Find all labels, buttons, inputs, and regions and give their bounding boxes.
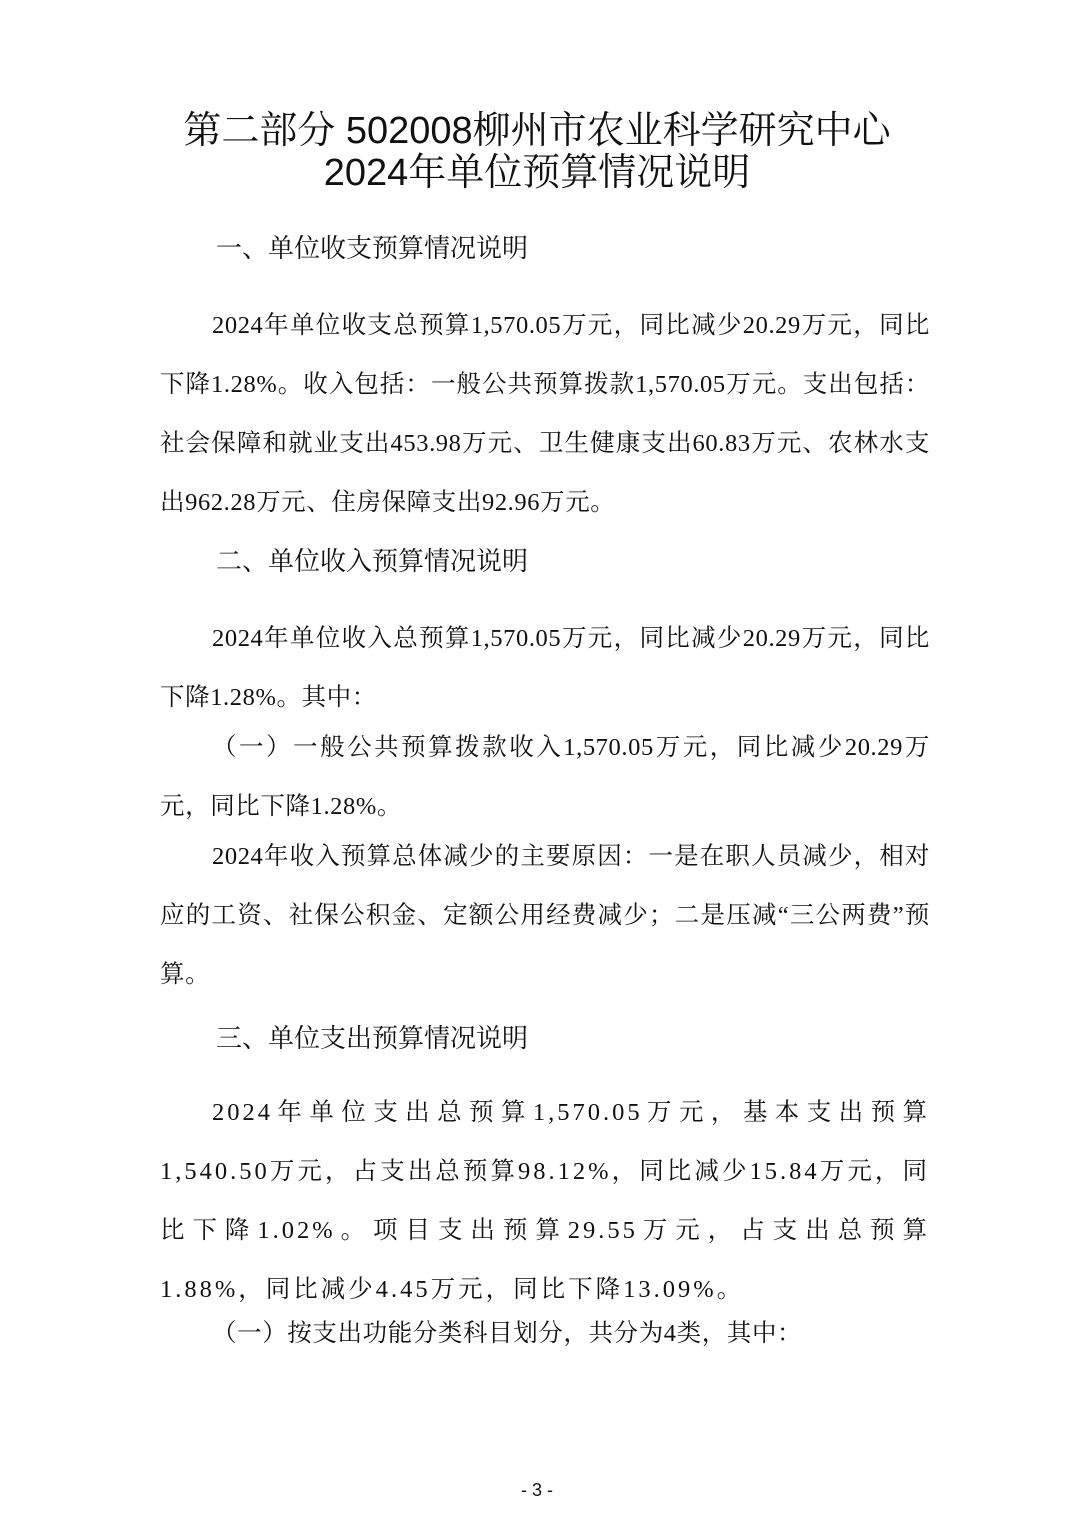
section-heading-1: 一、单位收支预算情况说明: [216, 233, 529, 263]
document-title-line-2: 2024年单位预算情况说明: [323, 152, 751, 194]
section-2-paragraph-1: 2024年单位收入总预算1,570.05万元，同比减少20.29万元，同比下降1.28%。其中：: [160, 625, 930, 711]
section-1-paragraph-1: 2024年单位收支总预算1,570.05万元，同比减少20.29万元，同比下降1.28%。收入包括：一般公共预算拨款1,570.05万元。支出包括：社会保障和就业支出453.98万元、卫生健康支出60.83万元、农林水支出962.28万元、住房保障支出92.96万元。: [160, 312, 930, 516]
section-3-paragraph-2: （一）按支出功能分类科目划分，共分为4类，其中：: [212, 1320, 803, 1347]
section-heading-2: 二、单位收入预算情况说明: [216, 546, 529, 576]
section-2-paragraph-3: 2024年收入预算总体减少的主要原因：一是在职人员减少，相对应的工资、社保公积金、定额公用经费减少；二是压减“三公两费”预算。: [160, 843, 930, 988]
page-number: - 3 -: [520, 1480, 553, 1500]
section-2-paragraph-2: （一）一般公共预算拨款收入1,570.05万元，同比减少20.29万元，同比下降1.28%。: [160, 734, 930, 820]
document-title-line-1: 第二部分 502008柳州市农业科学研究中心: [183, 110, 891, 152]
section-heading-3: 三、单位支出预算情况说明: [216, 1023, 529, 1053]
section-3-paragraph-1: 2024年单位支出总预算1,570.05万元，基本支出预算1,540.50万元，占支出总预算98.12%，同比减少15.84万元，同比下降1.02%。项目支出预算29.55万元，占支出总预算1.88%，同比减少4.45万元，同比下降13.09%。: [160, 1099, 930, 1303]
